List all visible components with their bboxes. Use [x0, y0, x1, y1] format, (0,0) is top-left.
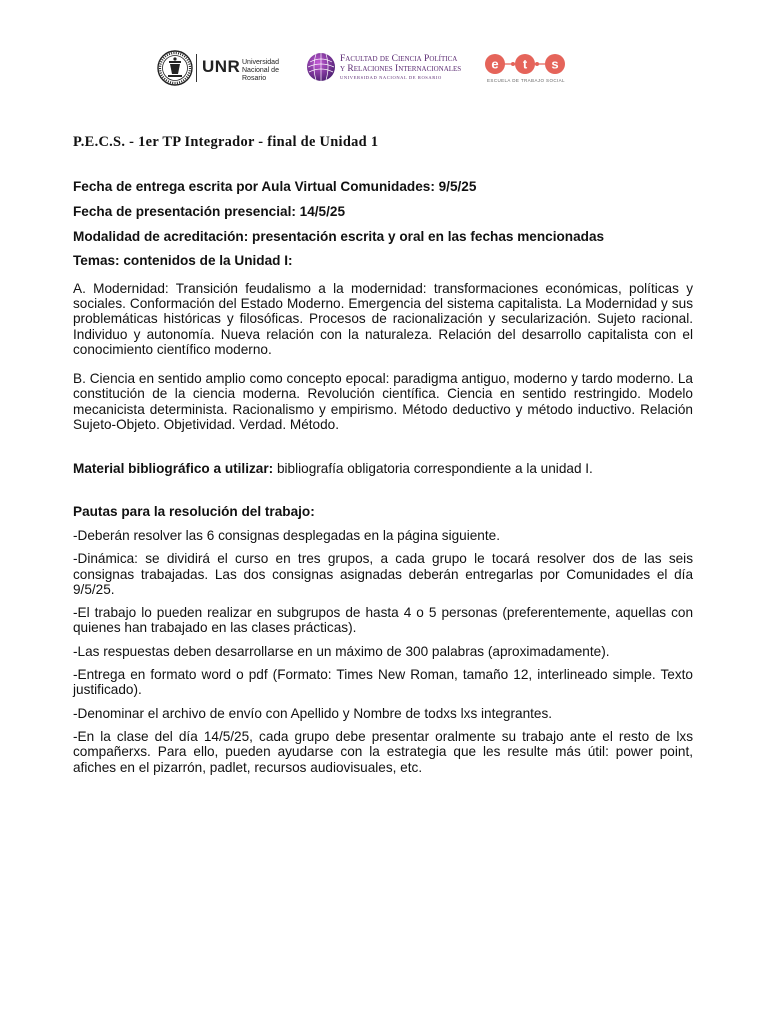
ets-name: ESCUELA DE TRABAJO SOCIAL: [487, 78, 565, 83]
guidelines-title: Pautas para la resolución del trabajo:: [73, 503, 315, 519]
svg-text:t: t: [522, 56, 528, 72]
guideline-item: -Las respuestas deben desarrollarse en un máximo de 300 palabras (aproximadamente).: [73, 643, 610, 659]
guideline-item: -Dinámica: se dividirá el curso en tres grupos, a cada grupo le tocará resolver dos de las seis consignas trabajadas. Las dos consignas asignadas deberán entregarlas por Comunidades el día 9/5/25.: [73, 551, 693, 597]
guideline-item: -El trabajo lo pueden realizar en subgrupos de hasta 4 o 5 personas (preferentemente, aquellas con quienes han trabajado en las clases prácticas).: [73, 605, 693, 636]
guideline-item: -Deberán resolver las 6 consignas desplegadas en la página siguiente.: [73, 527, 500, 543]
themes-heading: Temas: contenidos de la Unidad I:: [73, 253, 293, 269]
bibliography-line: [73, 461, 693, 476]
presentation-date: Fecha de presentación presencial: 14/5/25: [73, 203, 346, 219]
document-title: P.E.C.S. - 1er TP Integrador - final de Unidad 1: [73, 134, 379, 150]
delivery-date: Fecha de entrega escrita por Aula Virtual Comunidades: 9/5/25: [73, 179, 477, 194]
fcp-name-line1: Facultad de Ciencia Política: [340, 54, 458, 64]
accreditation-mode: Modalidad de acreditación: presentación escrita y oral en las fechas mencionadas: [73, 228, 605, 244]
guideline-item: -Denominar el archivo de envío con Apellido y Nombre de todxs lxs integrantes.: [73, 705, 553, 721]
unr-name: Universidad Nacional de Rosario: [242, 59, 279, 82]
fcp-name-line3: UNIVERSIDAD NACIONAL DE ROSARIO: [340, 75, 442, 80]
fcp-globe-icon: [306, 52, 336, 82]
unr-separator: [196, 54, 197, 82]
fcp-name-line2: y Relaciones Internacionales: [340, 64, 462, 74]
theme-b: B. Ciencia en sentido amplio como concepto epocal: paradigma antiguo, moderno y tardo moderno. La constitución de la ciencia moderna. Revolución científica. Ciencia en sentido restringido. Modelo mecanicista determinista. Racionalismo y empirismo. Método deductivo y método inductivo. Relación Sujeto-Objeto. Objetividad. Verdad. Método.: [73, 371, 693, 433]
theme-a: A. Modernidad: Transición feudalismo a la modernidad: transformaciones económicas, políticas y sociales. Conformación del Estado Moderno. Emergencia del sistema capitalista. La Modernidad y sus problemáticas históricas y filosóficas. Procesos de racionalización y secularización. Sujeto racional. Individuo y autonomía. Nueva relación con la naturaleza. Relación del desarrollo capitalista con el conocimiento científico moderno.: [73, 280, 693, 357]
unr-seal-icon: [157, 50, 193, 86]
bibliography-text: bibliografía obligatoria correspondiente a la unidad I.: [273, 461, 593, 477]
fcp-name: [340, 54, 470, 81]
svg-text:e: e: [491, 56, 499, 72]
ets-logo-icon: [483, 52, 567, 76]
guideline-item: -Entrega en formato word o pdf (Formato: Times New Roman, tamaño 12, interlineado simple. Texto justificado).: [73, 667, 693, 698]
document-body: [73, 133, 693, 783]
svg-text:s: s: [551, 56, 559, 72]
logo-header: [0, 50, 768, 90]
bibliography-label: Material bibliográfico a utilizar:: [73, 461, 274, 477]
guideline-item: -En la clase del día 14/5/25, cada grupo debe presentar oralmente su trabajo ante el resto de lxs compañerxs. Para ello, pueden ayudarse con la estrategia que les resulte más útil: power point, afiches en el pizarrón, padlet, recursos audiovisuales, etc.: [73, 728, 693, 775]
unr-logo-text: UNR: [202, 57, 241, 76]
